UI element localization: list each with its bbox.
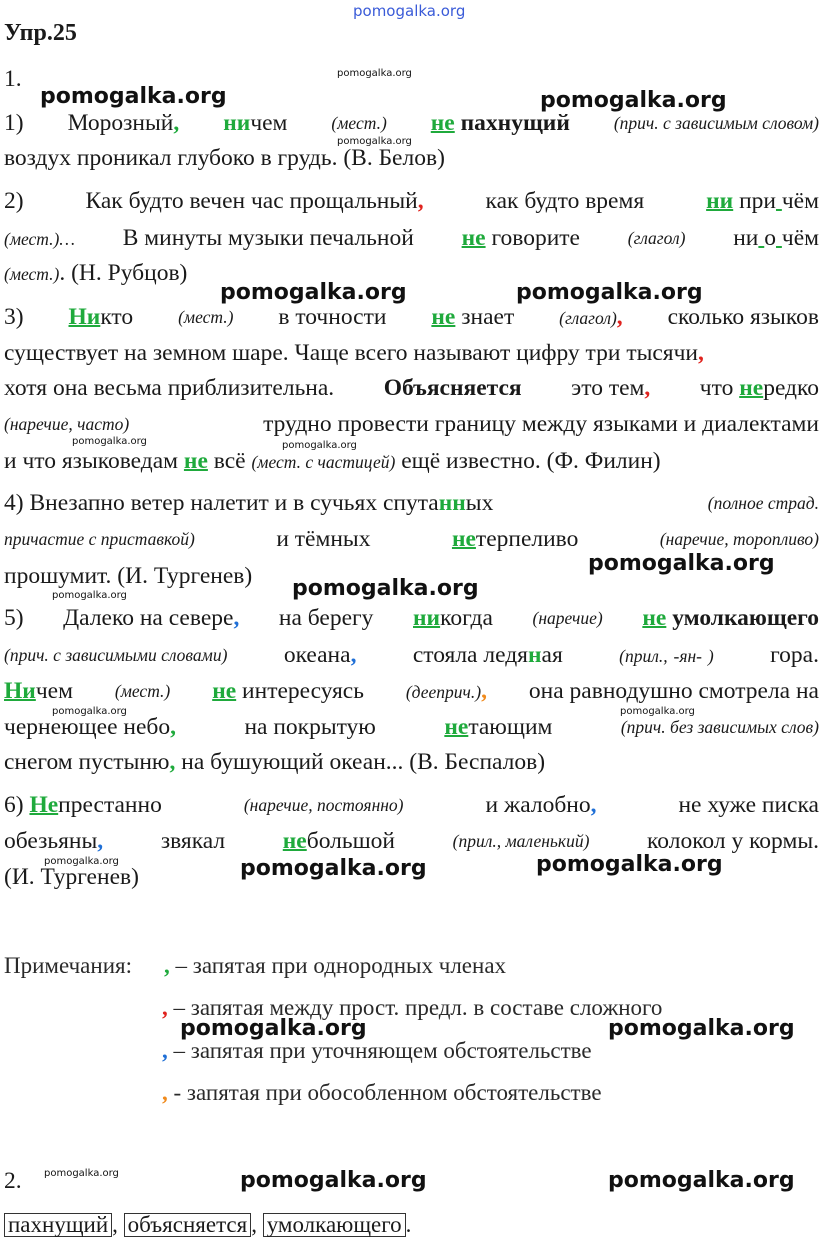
sentence-2-line-3: (мест.). (Н. Рубцов)	[4, 260, 188, 286]
part2-words: пахнущий , объясняется , умолкающего .	[4, 1212, 411, 1238]
sentence-4-line-2: причастие с приставкой) и тёмных нетерпеливо (наречие, торопливо)	[4, 526, 819, 552]
watermark: pomogalka.org	[44, 1168, 119, 1179]
sentence-4-line-3: прошумит. (И. Тургенев)	[4, 563, 253, 589]
note-item: , – запятая при уточняющем обстоятельстве	[162, 1038, 592, 1063]
sentence-4-line-1: 4) Внезапно ветер налетит и в сучьях спутанных (полное страд.	[4, 490, 819, 516]
note-item: , – запятая между прост. предл. в составе сложного	[162, 995, 663, 1020]
watermark: pomogalka.org	[620, 706, 695, 717]
watermark: pomogalka.org	[608, 1016, 795, 1041]
watermark: pomogalka.org	[516, 280, 703, 305]
sentence-6-line-2: обезьяны, звякал небольшой (прил., маленький) колокол у кормы.	[4, 828, 819, 854]
part2-label: 2.	[4, 1168, 22, 1194]
sentence-3-line-2: существует на земном шаре. Чаще всего называют цифру три тысячи,	[4, 340, 704, 366]
sentence-5-line-5: снегом пустыню, на бушующий океан... (В. Беспалов)	[4, 749, 546, 775]
watermark: pomogalka.org	[72, 436, 147, 447]
morpheme-box: пахнущий	[4, 1213, 112, 1237]
sentence-2-line-2: (мест.)… В минуты музыки печальной не говорите (глагол) ни о чём	[4, 225, 819, 251]
watermark: pomogalka.org	[292, 576, 479, 601]
watermark: pomogalka.org	[44, 856, 119, 867]
watermark: pomogalka.org	[540, 88, 727, 113]
sentence-5-line-4: чернеющее небо, на покрытую нетающим (прич. без зависимых слов)	[4, 714, 819, 740]
watermark: pomogalka.org	[52, 590, 127, 601]
watermark: pomogalka.org	[180, 1016, 367, 1041]
sentence-5-line-2: (прич. с зависимыми словами) океана, стояла ледяная (прил., -ян- ) гора.	[4, 642, 819, 668]
watermark: pomogalka.org	[337, 136, 412, 147]
watermark: pomogalka.org	[608, 1168, 795, 1193]
notes-label: Примечания:	[4, 953, 132, 978]
watermark: pomogalka.org	[588, 551, 775, 576]
exercise-title: Упр.25	[4, 20, 77, 46]
sentence-5-line-3: Ничем (мест.) не интересуясь (дееприч.), она равнодушно смотрела на	[4, 678, 819, 704]
part1-label: 1.	[4, 66, 22, 92]
watermark: pomogalka.org	[240, 1168, 427, 1193]
sentence-6-line-1: 6) Непрестанно (наречие, постоянно) и жалобно, не хуже писка	[4, 792, 819, 818]
note-item: , – запятая при однородных членах	[164, 953, 507, 978]
watermark: pomogalka.org	[40, 84, 227, 109]
watermark: pomogalka.org	[282, 440, 357, 451]
morpheme-box: объясняется	[124, 1213, 252, 1237]
watermark: pomogalka.org	[337, 68, 412, 79]
morpheme-box: умолкающего	[263, 1213, 406, 1237]
sentence-3-line-5: и что языковедам не всё (мест. с частицей) ещё известно. (Ф. Филин)	[4, 448, 661, 474]
sentence-3-line-3: хотя она весьма приблизительна. Объясняется это тем, что нередко	[4, 375, 819, 401]
watermark: pomogalka.org	[536, 852, 723, 877]
sentence-5-line-1: 5) Далеко на севере, на берегу никогда (наречие) не умолкающего	[4, 605, 819, 631]
sentence-1-line-1: 1) Морозный, ничем (мест.) не пахнущий (прич. с зависимым словом)	[4, 110, 819, 136]
watermark-top: pomogalka.org	[353, 2, 466, 20]
sentence-6-line-3: (И. Тургенев)	[4, 864, 139, 890]
watermark: pomogalka.org	[52, 706, 127, 717]
note-item: , - запятая при обособленном обстоятельстве	[162, 1080, 602, 1105]
sentence-3-line-4: (наречие, часто) трудно провести границу между языками и диалектами	[4, 411, 819, 437]
sentence-3-line-1: 3) Никто (мест.) в точности не знает (глагол), сколько языков	[4, 304, 819, 330]
sentence-2-line-1: 2) Как будто вечен час прощальный, как будто время ни при чём	[4, 188, 819, 214]
watermark: pomogalka.org	[220, 280, 407, 305]
watermark: pomogalka.org	[240, 856, 427, 881]
sentence-1-line-2: воздух проникал глубоко в грудь. (В. Белов)	[4, 145, 445, 171]
